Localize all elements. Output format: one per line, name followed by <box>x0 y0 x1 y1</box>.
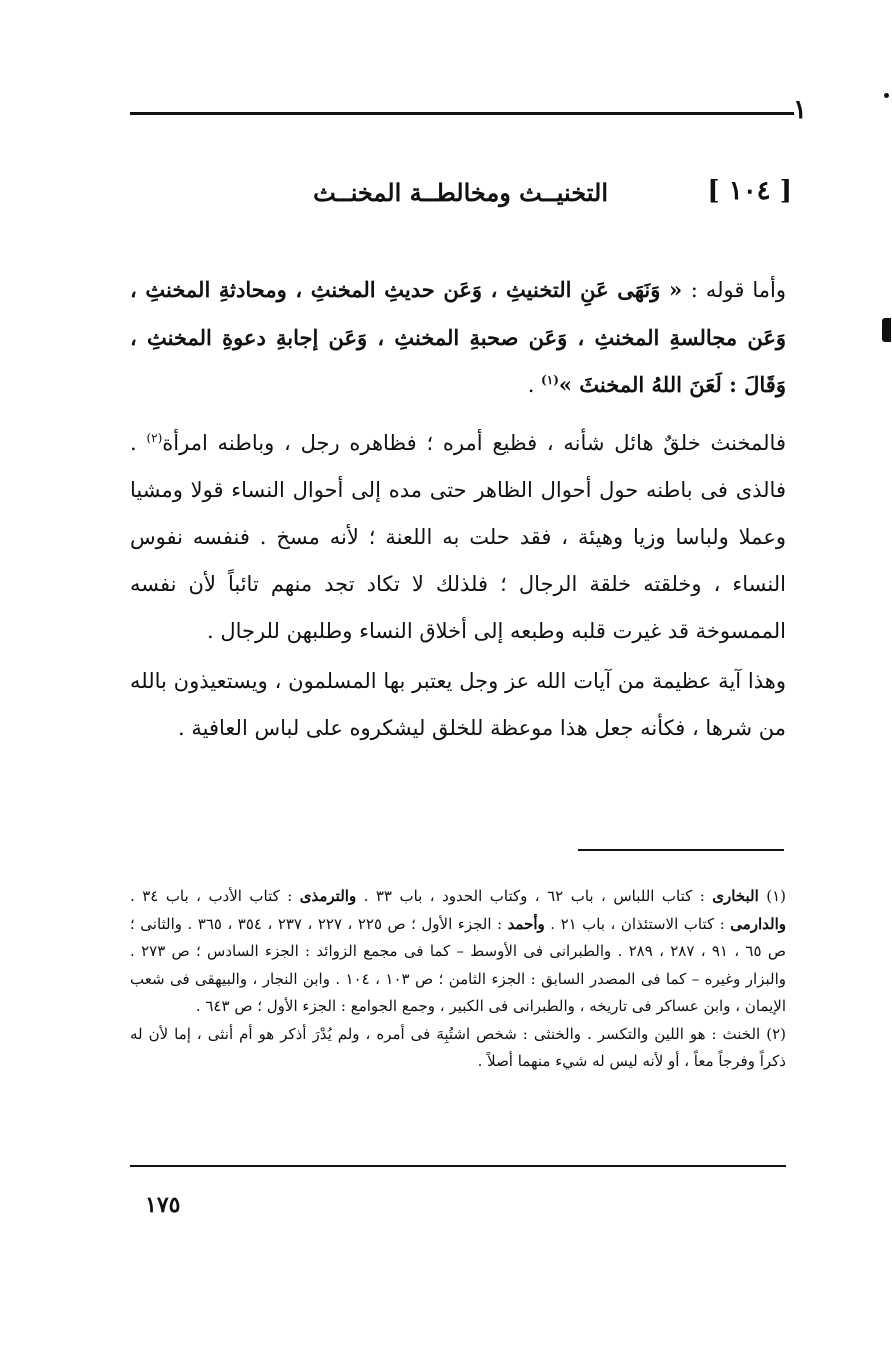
quote-intro: وأما قوله : <box>690 278 787 302</box>
footnote-rule <box>578 849 784 851</box>
paragraph-1-part2: . فالذى فى باطنه حول أحوال الظاهر حتى مده إلى أحوال النساء قولا ومشيا وعملا ولباسا وزيا وهيئة ، فقد حلت به اللعنة ؛ لأنه مسخ . فنفسه نفوس النساء ، وخلقته خلقة الرجال ؛ فلذلك لا تكاد تجد منهم تائباً لأن نفسه الممسوخة قد غيرت قلبه وطبعه إلى أخلاق النساء وطلبهن للرجال . <box>130 431 786 643</box>
paragraph-1 <box>130 420 786 655</box>
quote-text: « وَنَهَى عَنِ التخنيثِ ، وَعَن حديثِ المخنثِ ، ومحادثةِ المخنثِ ، وَعَن مجالسةِ المخنثِ ، وَعَن صحبةِ المخنثِ ، وَعَن إجابةِ دعوةِ المخنثِ ، وَقَالَ : لَعَنَ اللهُ المخنثَ » <box>130 277 786 397</box>
footnote-ref-2[interactable]: (٢) <box>146 431 163 445</box>
edge-dot-mark <box>884 93 889 98</box>
footnote-1-t3: : كتاب الاستئذان ، باب ٢١ . <box>544 914 731 933</box>
chapter-title: التخنيــث ومخالطــة المخنــث <box>313 178 608 207</box>
bottom-rule <box>130 1165 786 1167</box>
hadith-quote <box>130 266 786 409</box>
footnote-1-num: (١) <box>766 887 786 905</box>
footnote-1-t2: : كتاب الأدب ، باب ٣٤ . <box>130 887 300 905</box>
footnote-2-num: (٢) <box>766 1024 786 1043</box>
footnote-2-text: الخنث : هو اللين والتكسر . والخنثى : شخص اشتُبِهَ فى أمره ، ولم يُدْرَ أذكر هو أم أنثى ، إما لأن له ذكراً وفرجاً معاً ، أو لأنه ليس له شيء منهما أصلاً . <box>130 1024 786 1070</box>
page-mark: ١ <box>793 95 807 125</box>
footnotes <box>130 883 786 1076</box>
top-rule <box>130 112 794 115</box>
footnote-1-t4: : الجزء الأول ؛ ص ٢٢٥ ، ٢٢٧ ، ٢٣٧ ، ٣٥٤ ، ٣٦٥ . والثانى ؛ ص ٦٥ ، ٩١ ، ٢٨٧ ، ٢٨٩ . والطبرانى فى الأوسط – كما فى مجمع الزوائد : الجزء السادس ؛ ص ٢٧٣ . والبزار وغيره – كما فى المصدر السابق : الجزء الثامن ؛ ص ١٠٣ ، ١٠٤ . وابن النجار ، والبيهقى فى شعب الإيمان ، وابن عساكر فى تاريخه ، والطبرانى فى الكبير ، وجمع الجوامع : الجزء الأول ؛ ص ٦٤٣ . <box>130 914 786 1015</box>
ref-darimi: والدارمى <box>730 914 786 933</box>
paragraph-1-part1: فالمخنث خلقٌ هائل شأنه ، فظيع أمره ؛ فظاهره رجل ، وباطنه امرأة <box>162 431 786 455</box>
quote-end: . <box>527 373 542 397</box>
footnote-ref-1[interactable]: (١) <box>541 373 559 387</box>
page-number: ١٧٥ <box>145 1192 181 1218</box>
paragraph-2: وهذا آية عظيمة من آيات الله عز وجل يعتبر بها المسلمون ، ويستعيذون بالله من شرها ، فكأنه جعل هذا موعظة للخلق ليشكروه على لباس العافية . <box>130 669 786 740</box>
ref-ahmad: وأحمد <box>507 914 545 933</box>
edge-tab-mark <box>882 318 891 342</box>
chapter-number: [ ١٠٤ ] <box>707 176 792 206</box>
footnote-1 <box>130 883 786 1021</box>
ref-bukhari: البخارى <box>712 887 759 905</box>
footnote-2 <box>130 1021 786 1076</box>
footnote-1-t1: : كتاب اللباس ، باب ٦٢ ، وكتاب الحدود ، باب ٣٣ . <box>356 887 713 905</box>
ref-tirmidhi: والترمذى <box>299 887 357 905</box>
chapter-header <box>130 172 792 224</box>
